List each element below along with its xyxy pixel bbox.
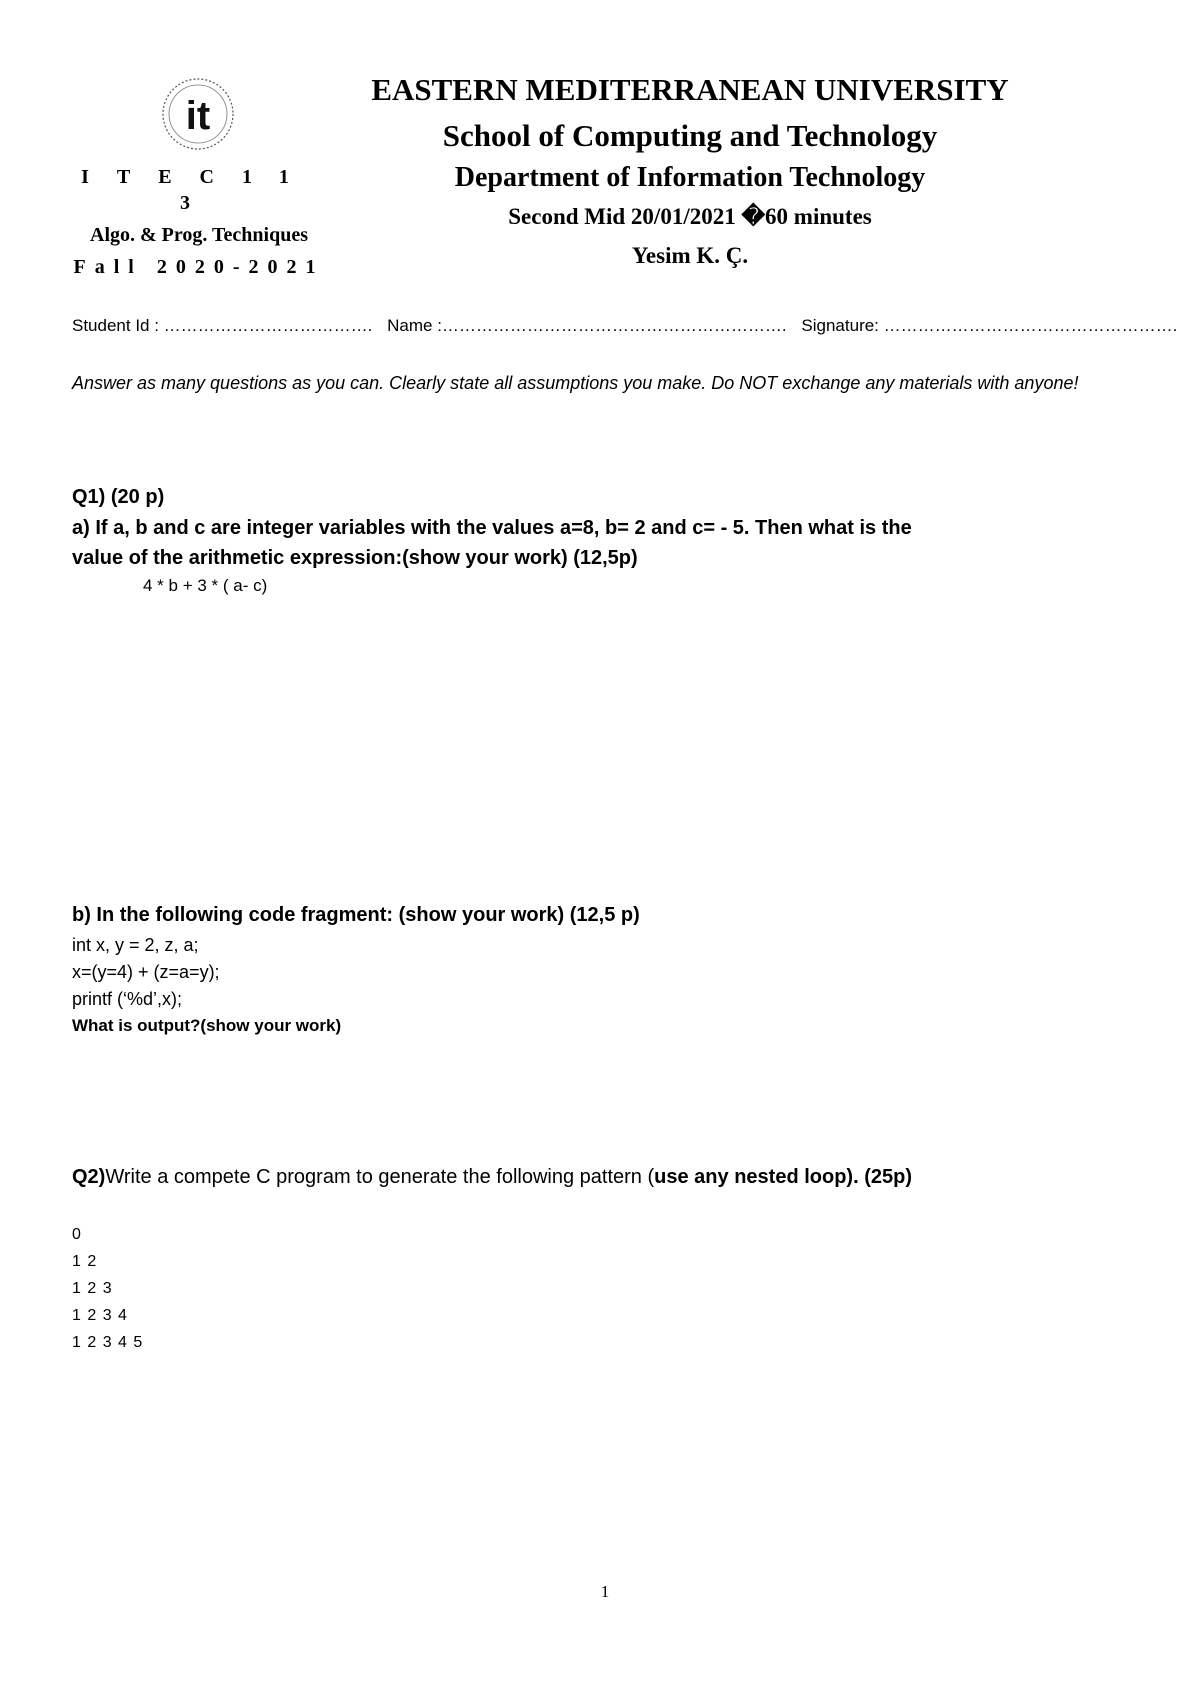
- q2-title: [72, 1166, 912, 1189]
- q2-text: Write a compete C program to generate the following pattern (: [105, 1166, 655, 1188]
- q1b-code-line: x=(y=4) + (z=a=y);: [72, 962, 220, 982]
- q1b-code-line: int x, y = 2, z, a;: [72, 935, 199, 955]
- department-name: Department of Information Technology: [454, 162, 926, 193]
- q1a-text-line1: a) If a, b and c are integer variables with the values a=8, b= 2 and c= - 5. Then what is the: [72, 517, 912, 539]
- university-logo: [152, 76, 244, 152]
- q1a-expression: 4 * b + 3 * ( a- c): [143, 576, 268, 595]
- exam-info: Second Mid 20/01/2021 �60 minutes: [508, 204, 872, 229]
- q1b-title: b) In the following code fragment: (show your work) (12,5 p): [72, 904, 640, 926]
- pattern-line: 1 2: [72, 1253, 98, 1270]
- q1-title: Q1) (20 p): [72, 486, 165, 508]
- q2-label: Q2): [72, 1166, 106, 1188]
- pattern-line: 1 2 3 4: [72, 1307, 128, 1324]
- q1a-text-line2: value of the arithmetic expression:(show your work) (12,5p): [72, 547, 638, 569]
- course-code: ITEC113: [81, 166, 317, 214]
- semester: Fall 2020-2021: [73, 256, 325, 278]
- q1b-code-line: printf (‘%d’,x);: [72, 989, 183, 1009]
- pattern-line: 0: [72, 1226, 82, 1243]
- instructor-name: Yesim K. Ç.: [631, 243, 749, 268]
- q2-text-emphasis: use any nested loop: [654, 1166, 847, 1188]
- school-name: School of Computing and Technology: [442, 118, 938, 153]
- pattern-line: 1 2 3: [72, 1280, 113, 1297]
- it-logo-icon: [152, 76, 244, 152]
- pattern-line: 1 2 3 4 5: [72, 1334, 144, 1351]
- page-number: 1: [600, 1582, 610, 1601]
- logo-text: it: [185, 94, 211, 138]
- signature-field: Signature: …………………………………………….: [801, 316, 1178, 335]
- student-info-line: [72, 316, 1178, 336]
- exam-instructions: Answer as many questions as you can. Clearly state all assumptions you make. Do NOT exchange any materials with anyone!: [72, 373, 1079, 393]
- student-id-field: Student Id : ……………………………….: [72, 316, 373, 335]
- q2-text-end: ). (25p): [846, 1166, 912, 1188]
- student-name-field: Name :…………………………………………………….: [387, 316, 787, 335]
- q1b-question: What is output?(show your work): [72, 1016, 342, 1035]
- university-name: EASTERN MEDITERRANEAN UNIVERSITY: [371, 72, 1009, 107]
- course-name: Algo. & Prog. Techniques: [90, 224, 308, 246]
